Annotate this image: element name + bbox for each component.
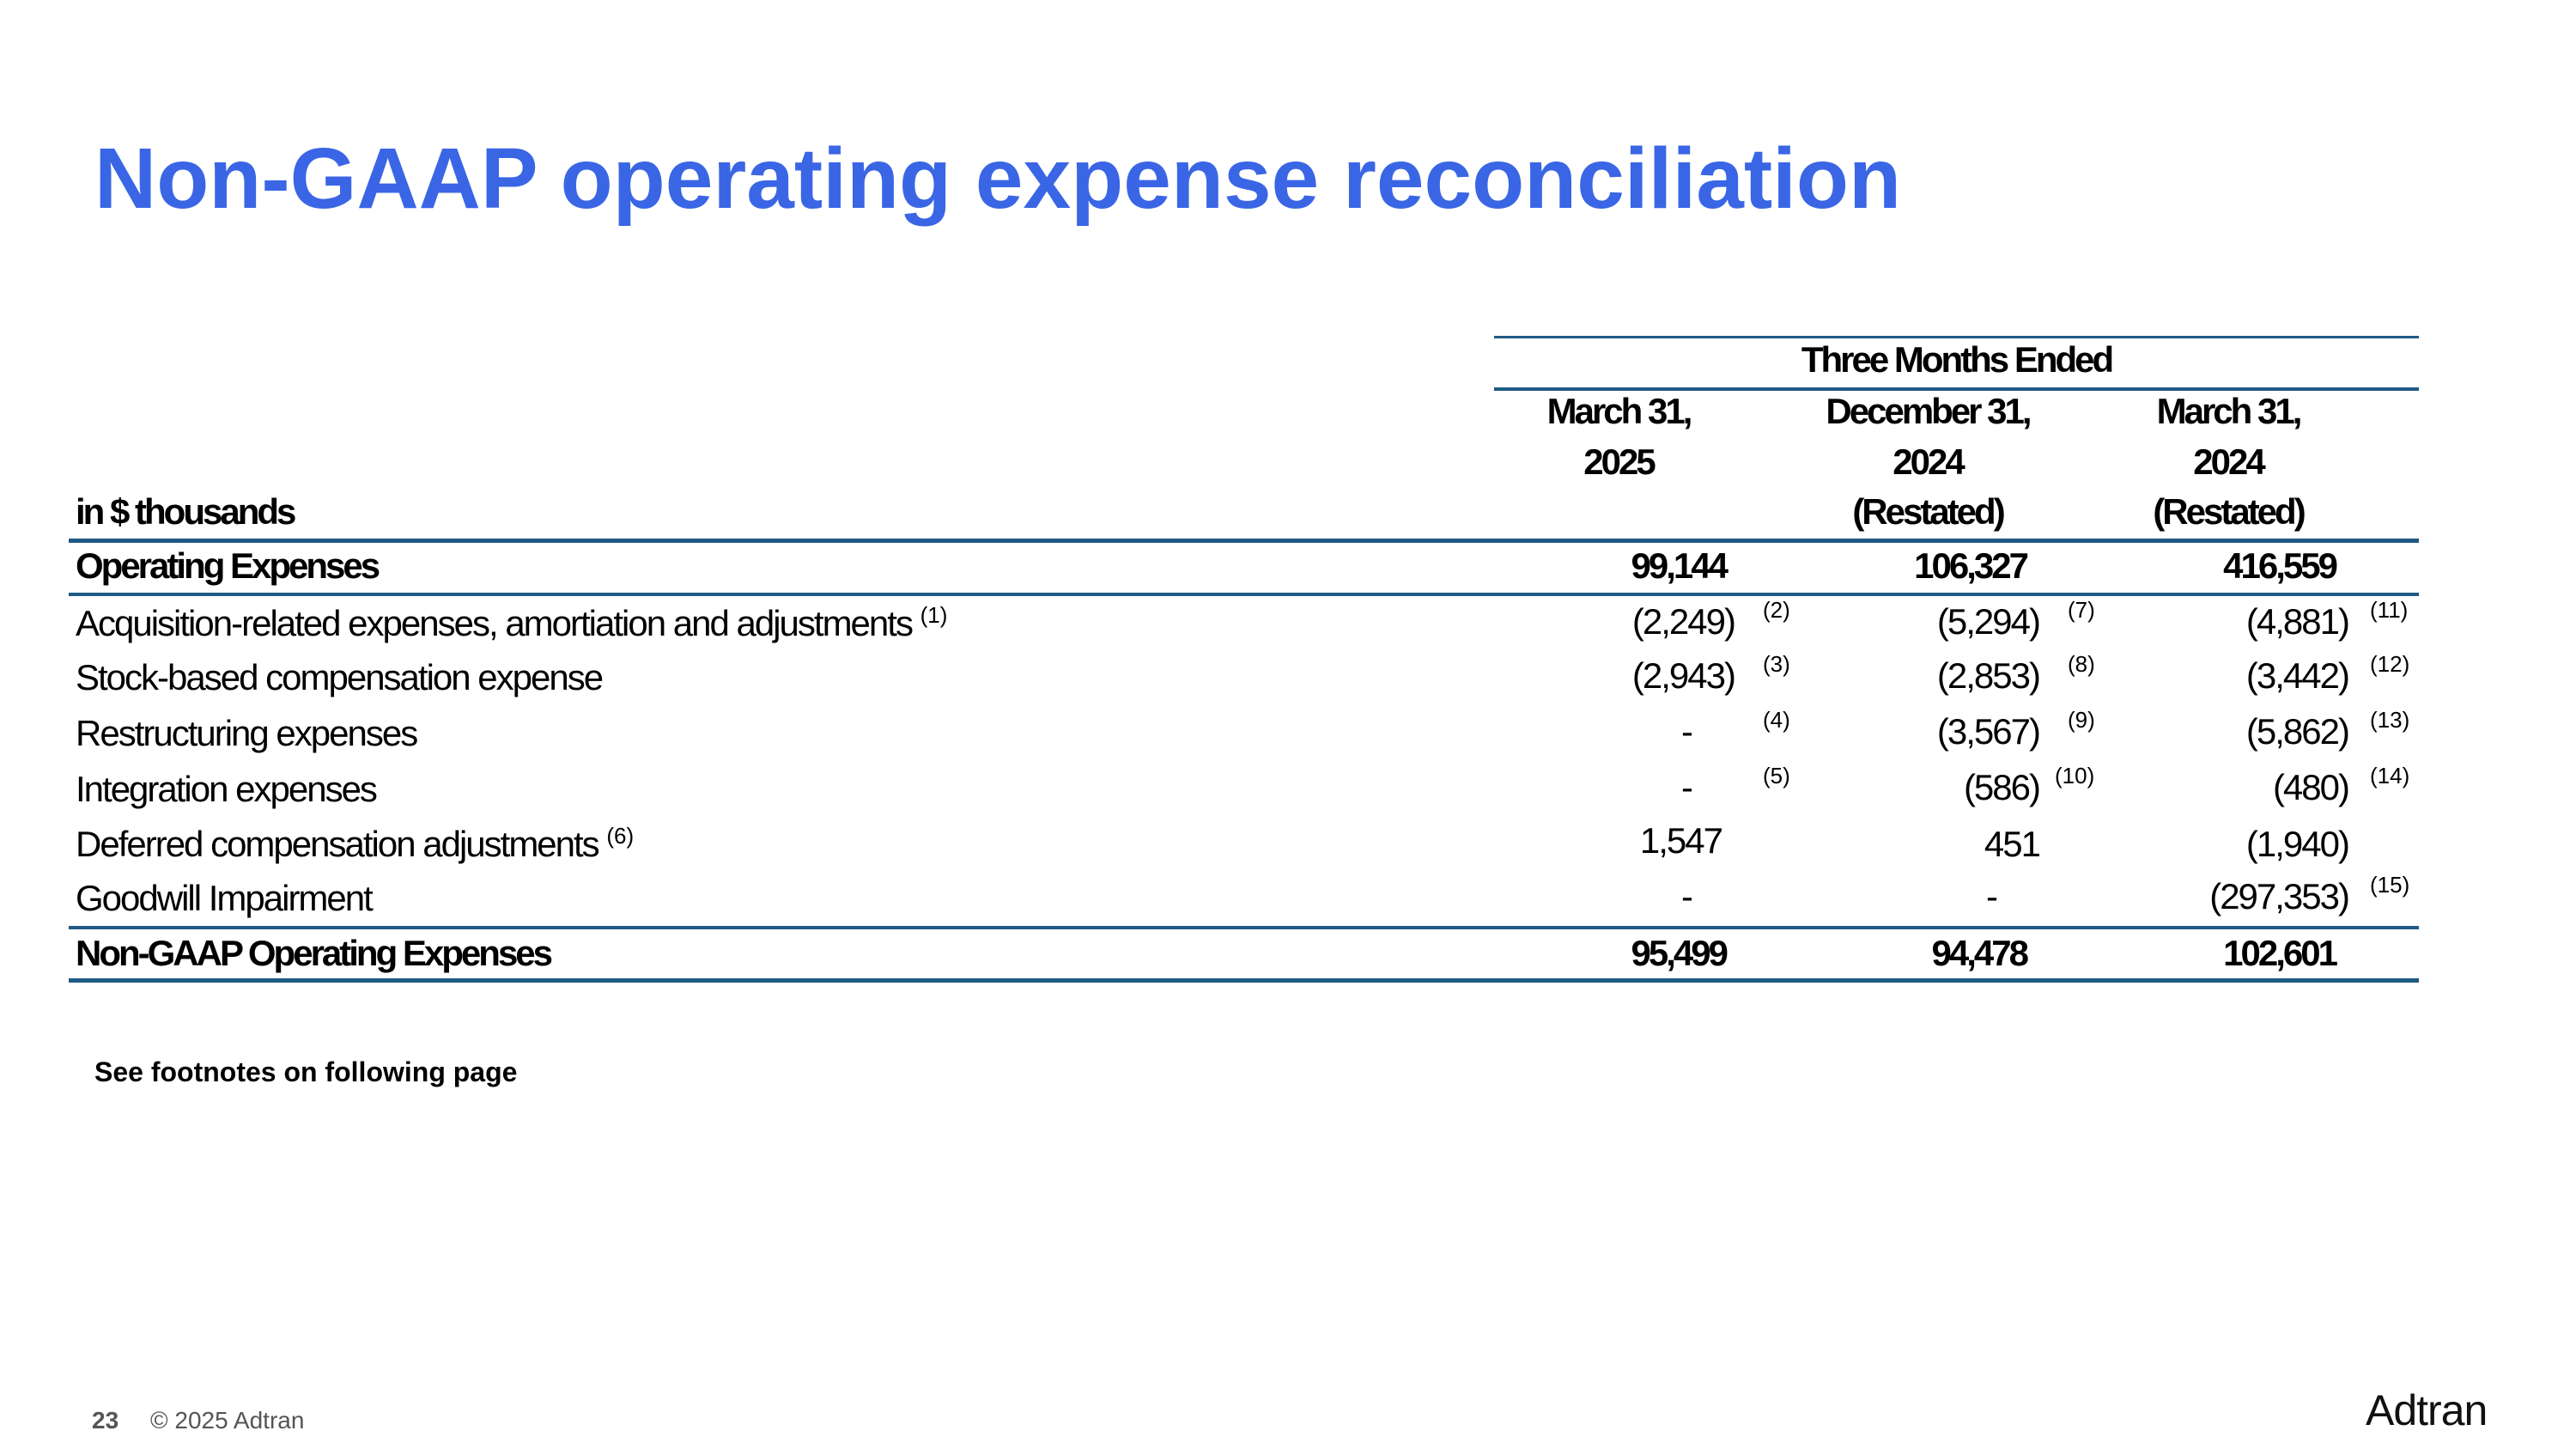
row-label xyxy=(76,771,376,807)
value-footnote: (2) xyxy=(1763,597,1790,623)
adtran-logo xyxy=(2366,1387,2516,1432)
logo-wordmark: Adtran xyxy=(2366,1387,2488,1432)
row-label-footnote: (6) xyxy=(606,823,635,849)
result-bottom-rule xyxy=(69,978,2419,983)
value-footnote: (3) xyxy=(1763,651,1790,677)
row-value: - xyxy=(1681,767,1692,807)
page-title: Non-GAAP operating expense reconciliation xyxy=(94,131,1902,227)
row-value: - xyxy=(1681,711,1692,752)
total-row-value: 106,327 xyxy=(1914,545,2026,586)
row-label xyxy=(76,823,635,864)
result-top-rule xyxy=(69,926,2419,929)
result-row-value: 94,478 xyxy=(1931,933,2026,973)
row-label-text: Restructuring expenses xyxy=(76,713,417,753)
header-bottom-rule xyxy=(69,539,2419,543)
unit-label: in $ thousands xyxy=(76,491,295,532)
copyright-text: © 2025 Adtran xyxy=(150,1407,305,1434)
row-value: 1,547 xyxy=(1639,820,1722,861)
total-row-value: 99,144 xyxy=(1631,545,1726,586)
value-footnote: (12) xyxy=(2370,651,2410,677)
row-label xyxy=(76,657,603,697)
result-row-value: 102,601 xyxy=(2223,933,2336,973)
col-header-line3: (Restated) xyxy=(1852,491,2003,532)
value-footnote: (5) xyxy=(1763,763,1790,788)
row-value: (3,442) xyxy=(2245,655,2348,696)
row-value: (297,353) xyxy=(2209,876,2348,916)
col-header-line2: 2024 xyxy=(2193,441,2263,482)
value-footnote: (7) xyxy=(2068,597,2095,623)
col-header-line3: (Restated) xyxy=(2153,491,2304,532)
row-label-text: Stock-based compensation expense xyxy=(76,657,603,697)
col-header-line2: 2024 xyxy=(1893,441,1963,482)
total-row-value: 416,559 xyxy=(2223,545,2336,586)
total-bottom-rule xyxy=(69,593,2419,596)
row-label-text: Goodwill Impairment xyxy=(76,878,372,918)
page-number: 23 xyxy=(92,1407,119,1434)
total-row-label: Operating Expenses xyxy=(76,545,379,586)
row-label-footnote: (1) xyxy=(920,602,948,628)
col-header-line2: 2025 xyxy=(1583,441,1654,482)
row-value: (1,940) xyxy=(2245,824,2348,864)
value-footnote: (10) xyxy=(2055,763,2095,788)
see-footnotes-note: See footnotes on following page xyxy=(94,1056,518,1087)
value-footnote: (14) xyxy=(2370,763,2410,788)
row-label xyxy=(76,602,948,643)
header-top-rule xyxy=(1494,336,2419,338)
value-footnote: (4) xyxy=(1763,707,1790,733)
row-value: (5,862) xyxy=(2245,711,2348,752)
col-header-line1: March 31, xyxy=(2156,391,2300,431)
row-value: (4,881) xyxy=(2245,601,2348,642)
value-footnote: (11) xyxy=(2370,597,2409,623)
row-value: (2,943) xyxy=(1631,655,1735,696)
row-label-text: Acquisition-related expenses, amortiation and adjustments xyxy=(76,603,912,643)
result-row-label: Non-GAAP Operating Expenses xyxy=(76,933,551,973)
row-value: (2,853) xyxy=(1936,655,2039,696)
row-value: - xyxy=(1986,876,1996,916)
row-label xyxy=(76,715,416,752)
row-value: (5,294) xyxy=(1936,601,2039,642)
row-label-text: Deferred compensation adjustments xyxy=(76,824,598,864)
group-header: Three Months Ended xyxy=(1801,339,2112,380)
row-value: (2,249) xyxy=(1631,601,1735,642)
result-row-value: 95,499 xyxy=(1631,933,1726,973)
col-header-line1: December 31, xyxy=(1826,391,2030,431)
row-value: (3,567) xyxy=(1936,711,2039,752)
row-value: (586) xyxy=(1963,767,2039,807)
col-header-line1: March 31, xyxy=(1546,391,1691,431)
row-value: - xyxy=(1681,876,1692,916)
row-label xyxy=(76,880,372,916)
value-footnote: (9) xyxy=(2068,707,2095,733)
row-value: 451 xyxy=(1984,824,2039,864)
row-value: (480) xyxy=(2272,767,2348,807)
value-footnote: (13) xyxy=(2370,707,2410,733)
value-footnote: (8) xyxy=(2068,651,2095,677)
value-footnote: (15) xyxy=(2370,872,2410,898)
row-label-text: Integration expenses xyxy=(76,769,376,809)
